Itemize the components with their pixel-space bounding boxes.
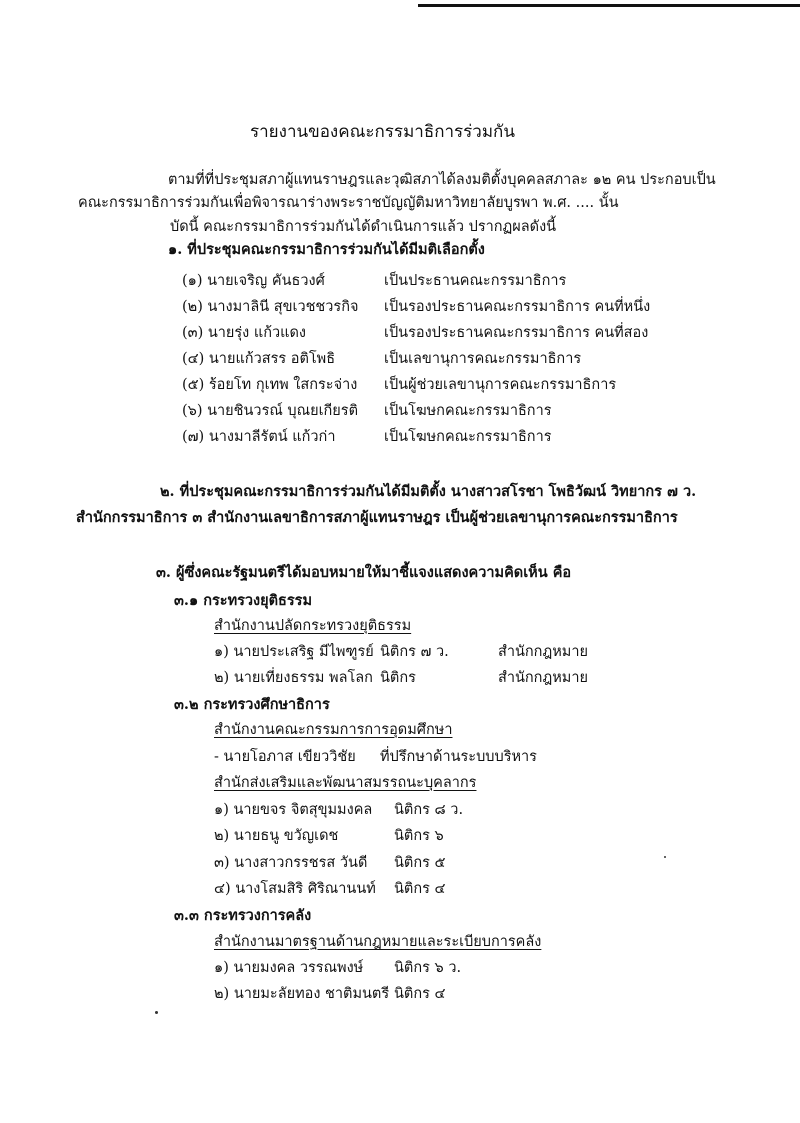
office-name: สำนักงานคณะกรรมการการอุดมศึกษา <box>214 722 453 738</box>
member-role: เป็นผู้ช่วยเลขานุการคณะกรรมาธิการ <box>384 377 617 393</box>
person-position: นิติกร <box>380 670 416 686</box>
person-name: ๑) นายขจร จิตสุขุมมงคล <box>214 802 373 818</box>
member-role: เป็นประธานคณะกรรมาธิการ <box>384 273 567 289</box>
person-name: ๑) นายมงคล วรรณพงษ์ <box>214 960 364 976</box>
person-name: ๑) นายประเสริฐ มีไพฑูรย์ <box>214 644 374 660</box>
person-position: นิติกร ๖ <box>394 828 444 844</box>
person-position: นิติกร ๖ ว. <box>394 960 462 976</box>
member-role: เป็นรองประธานคณะกรรมาธิการ คนที่สอง <box>384 325 649 341</box>
person-name: ๒) นายมะลัยทอง ชาติมนตรี <box>214 986 390 1002</box>
ministry-heading: ๓.๓ กระทรวงการคลัง <box>174 907 312 924</box>
member-name: (๔) นายแก้วสรร อติโพธิ <box>182 351 336 367</box>
person-name: - นายโอภาส เขียววิชัย <box>214 749 356 765</box>
section-3-heading: ๓. ผู้ซึ่งคณะรัฐมนตรีได้มอบหมายให้มาชี้แจงแสดงความคิดเห็น คือ <box>156 564 572 581</box>
member-role: เป็นโฆษกคณะกรรมาธิการ <box>384 429 552 445</box>
person-name: ๒) นายธนู ขวัญเดช <box>214 828 339 844</box>
member-name: (๒) นางมาลินี สุขเวชชวรกิจ <box>182 299 359 315</box>
person-position: นิติกร ๘ ว. <box>394 802 464 818</box>
scan-speck <box>664 856 666 858</box>
person-name: ๔) นางโสมสิริ ศิริณานนท์ <box>214 881 376 897</box>
person-position: นิติกร ๗ ว. <box>380 644 449 660</box>
person-name: ๒) นายเที่ยงธรรม พลโลก <box>214 670 373 686</box>
office-name: สำนักส่งเสริมและพัฒนาสมรรถนะบุคลากร <box>214 775 477 791</box>
member-role: เป็นรองประธานคณะกรรมาธิการ คนที่หนึ่ง <box>384 299 651 315</box>
person-position: นิติกร ๔ <box>394 881 446 897</box>
intro-line-1: ตามที่ที่ประชุมสภาผู้แทนราษฎรและวุฒิสภาได้ลงมติตั้งบุคคลสภาละ ๑๒ คน ประกอบเป็น <box>168 172 716 188</box>
office-name: สำนักงานปลัดกระทรวงยุติธรรม <box>214 618 412 634</box>
member-name: (๖) นายชินวรณ์ บุณยเกียรติ <box>182 403 359 419</box>
ministry-heading: ๓.๑ กระทรวงยุติธรรม <box>174 592 313 609</box>
section-2-line-1: ๒. ที่ประชุมคณะกรรมาธิการร่วมกันได้มีมติตั้ง นางสาวสโรชา โพธิวัฒน์ วิทยากร ๗ ว. <box>160 483 697 500</box>
member-role: เป็นโฆษกคณะกรรมาธิการ <box>384 403 552 419</box>
top-edge-line <box>418 4 800 7</box>
person-office: สำนักกฎหมาย <box>498 670 588 686</box>
member-role: เป็นเลขานุการคณะกรรมาธิการ <box>384 351 582 367</box>
member-name: (๓) นายรุ่ง แก้วแดง <box>182 325 306 341</box>
member-name: (๕) ร้อยโท กุเทพ ใสกระจ่าง <box>182 377 358 393</box>
person-position: นิติกร ๔ <box>394 986 446 1002</box>
office-name: สำนักงานมาตรฐานด้านกฎหมายและระเบียบการคลัง <box>214 934 542 950</box>
intro-line-3: บัดนี้ คณะกรรมาธิการร่วมกันได้ดำเนินการแล้ว ปรากฏผลดังนี้ <box>170 219 557 235</box>
scan-speck <box>155 1011 158 1014</box>
member-name: (๗) นางมาลีรัตน์ แก้วก่า <box>182 429 336 445</box>
intro-line-2: คณะกรรมาธิการร่วมกันเพื่อพิจารณาร่างพระราชบัญญัติมหาวิทยาลัยบูรพา พ.ศ. .... นั้น <box>78 195 619 211</box>
person-position: ที่ปรึกษาด้านระบบบริหาร <box>380 749 537 765</box>
person-position: นิติกร ๕ <box>394 855 446 871</box>
report-title: รายงานของคณะกรรมาธิการร่วมกัน <box>250 122 515 142</box>
person-name: ๓) นางสาวกรรชรส วันดี <box>214 855 368 871</box>
section-1-heading: ๑. ที่ประชุมคณะกรรมาธิการร่วมกันได้มีมติเลือกตั้ง <box>168 241 485 258</box>
ministry-heading: ๓.๒ กระทรวงศึกษาธิการ <box>174 696 330 713</box>
section-2-line-2: สำนักกรรมาธิการ ๓ สำนักงานเลขาธิการสภาผู้แทนราษฎร เป็นผู้ช่วยเลขานุการคณะกรรมาธิการ <box>76 509 678 526</box>
member-name: (๑) นายเจริญ คันธวงศ์ <box>182 273 325 289</box>
person-office: สำนักกฎหมาย <box>498 644 588 660</box>
